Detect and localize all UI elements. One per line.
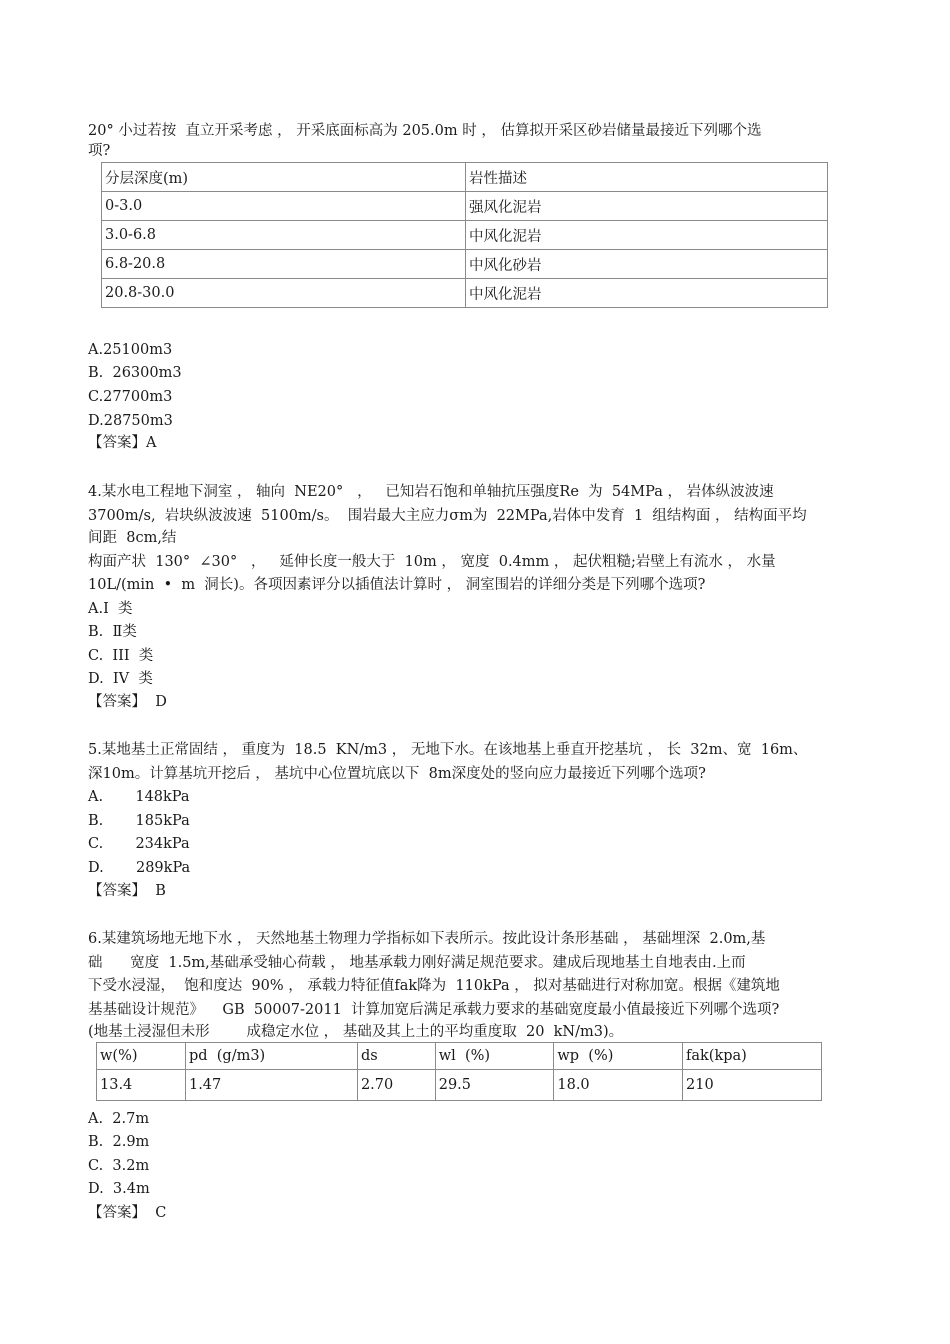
table-header-row (97, 1043, 822, 1070)
q6-option-d: D. 3.4m (88, 1181, 150, 1197)
q4-stem-line-1: 4.某水电工程地下洞室 ， 轴向 NE20° ， 已知岩石饱和单轴抗压强度Re 为 54MPa ， 岩体纵波波速 (88, 484, 774, 500)
q5-answer: 【答案】 B (88, 883, 166, 899)
table-cell: 0-3.0 (102, 192, 466, 221)
table-cell: 6.8-20.8 (102, 250, 466, 279)
q3-stem-line-1: 20° 小过若按 直立开采考虑 ， 开采底面标高为 205.0m 时 ， 估算拟开采区砂岩储量最接近下列哪个选 (88, 123, 762, 139)
q4-option-d: D. IV 类 (88, 671, 153, 687)
table-cell: 1.47 (185, 1070, 357, 1101)
q4-option-b: B. Ⅱ类 (88, 624, 137, 640)
table-row (97, 1070, 822, 1101)
q5-stem-line-1: 5.某地基土正常固结 ， 重度为 18.5 KN/m3 ， 无地下水。在该地基上垂直开挖基坑 ， 长 32m、宽 16m、 (88, 742, 808, 758)
table-header-cell: wp (%) (554, 1043, 683, 1070)
q6-stem-line-4: 基基础设计规范》 GB 50007-2011 计算加宽后满足承载力要求的基础宽度最小值最接近下列哪个选项? (88, 1002, 780, 1018)
q6-stem-line-5: (地基土浸湿但未形 成稳定水位 ， 基础及其上土的平均重度取 20 kN/m3)。 (88, 1024, 624, 1040)
table-cell: 29.5 (435, 1070, 554, 1101)
table-row (102, 279, 828, 308)
q5-option-a: A. 148kPa (88, 789, 190, 805)
q4-answer: 【答案】 D (88, 694, 167, 710)
q5-option-d: D. 289kPa (88, 860, 191, 876)
table-cell: 3.0-6.8 (102, 221, 466, 250)
q4-stem-line-3: 间距 8cm,结 (88, 530, 177, 546)
table-row (102, 221, 828, 250)
q6-stem-line-3: 下受水浸湿， 饱和度达 90% ， 承载力特征值fak降为 110kPa ， 拟对基础进行对称加宽。根据《建筑地 (88, 978, 780, 994)
q3-option-d: D.28750m3 (88, 413, 173, 429)
q3-option-c: C.27700m3 (88, 389, 173, 405)
table-cell: 18.0 (554, 1070, 683, 1101)
q4-option-c: C. III 类 (88, 648, 154, 664)
table-row (102, 250, 828, 279)
q6-answer: 【答案】 C (88, 1205, 167, 1221)
table-cell: 中风化泥岩 (466, 279, 828, 308)
q6-soil-index-table (96, 1042, 822, 1101)
q5-option-c: C. 234kPa (88, 836, 190, 852)
q6-stem-line-1: 6.某建筑场地无地下水 ， 天然地基土物理力学指标如下表所示。按此设计条形基础 ， 基础埋深 2.0m,基 (88, 931, 766, 947)
table-header-cell: 岩性描述 (466, 163, 828, 192)
q5-option-b: B. 185kPa (88, 813, 190, 829)
q3-stem-line-2: 项? (88, 143, 111, 159)
table-header-cell: pd (g/m3) (185, 1043, 357, 1070)
q3-strata-table (101, 162, 828, 308)
table-cell: 中风化砂岩 (466, 250, 828, 279)
table-header-cell: w(%) (97, 1043, 186, 1070)
q6-stem-line-2: 础 宽度 1.5m,基础承受轴心荷载 ， 地基承载力刚好满足规范要求。建成后现地基土自地表由.上而 (88, 955, 746, 971)
q4-stem-line-5: 10L/(min • m 洞长)。各项因素评分以插值法计算时 ， 洞室围岩的详细分类是下列哪个选项? (88, 577, 706, 593)
q4-stem-line-4: 构面产状 130° ∠30° ， 延伸长度一般大于 10m ， 宽度 0.4mm ， 起伏粗糙;岩壁上有流水 ， 水量 (88, 554, 776, 570)
q6-option-b: B. 2.9m (88, 1134, 150, 1150)
q5-stem-line-2: 深10m。计算基坑开挖后 ， 基坑中心位置坑底以下 8m深度处的竖向应力最接近下列哪个选项? (88, 766, 706, 782)
q3-option-b: B. 26300m3 (88, 365, 182, 381)
table-header-cell: 分层深度(m) (102, 163, 466, 192)
table-cell: 中风化泥岩 (466, 221, 828, 250)
table-header-row (102, 163, 828, 192)
q4-option-a: A.I 类 (88, 601, 133, 617)
q3-option-a: A.25100m3 (88, 342, 173, 358)
table-header-cell: fak(kpa) (683, 1043, 822, 1070)
q4-stem-line-2: 3700m/s, 岩块纵波波速 5100m/s。 围岩最大主应力σm为 22MPa,岩体中发育 1 组结构面 ， 结构面平均 (88, 508, 807, 524)
q3-answer: 【答案】A (88, 435, 157, 451)
table-header-cell: ds (357, 1043, 435, 1070)
table-header-cell: wl (%) (435, 1043, 554, 1070)
table-cell: 210 (683, 1070, 822, 1101)
table-row (102, 192, 828, 221)
q6-option-c: C. 3.2m (88, 1158, 150, 1174)
table-cell: 20.8-30.0 (102, 279, 466, 308)
table-cell: 2.70 (357, 1070, 435, 1101)
table-cell: 13.4 (97, 1070, 186, 1101)
q6-option-a: A. 2.7m (88, 1111, 150, 1127)
table-cell: 强风化泥岩 (466, 192, 828, 221)
